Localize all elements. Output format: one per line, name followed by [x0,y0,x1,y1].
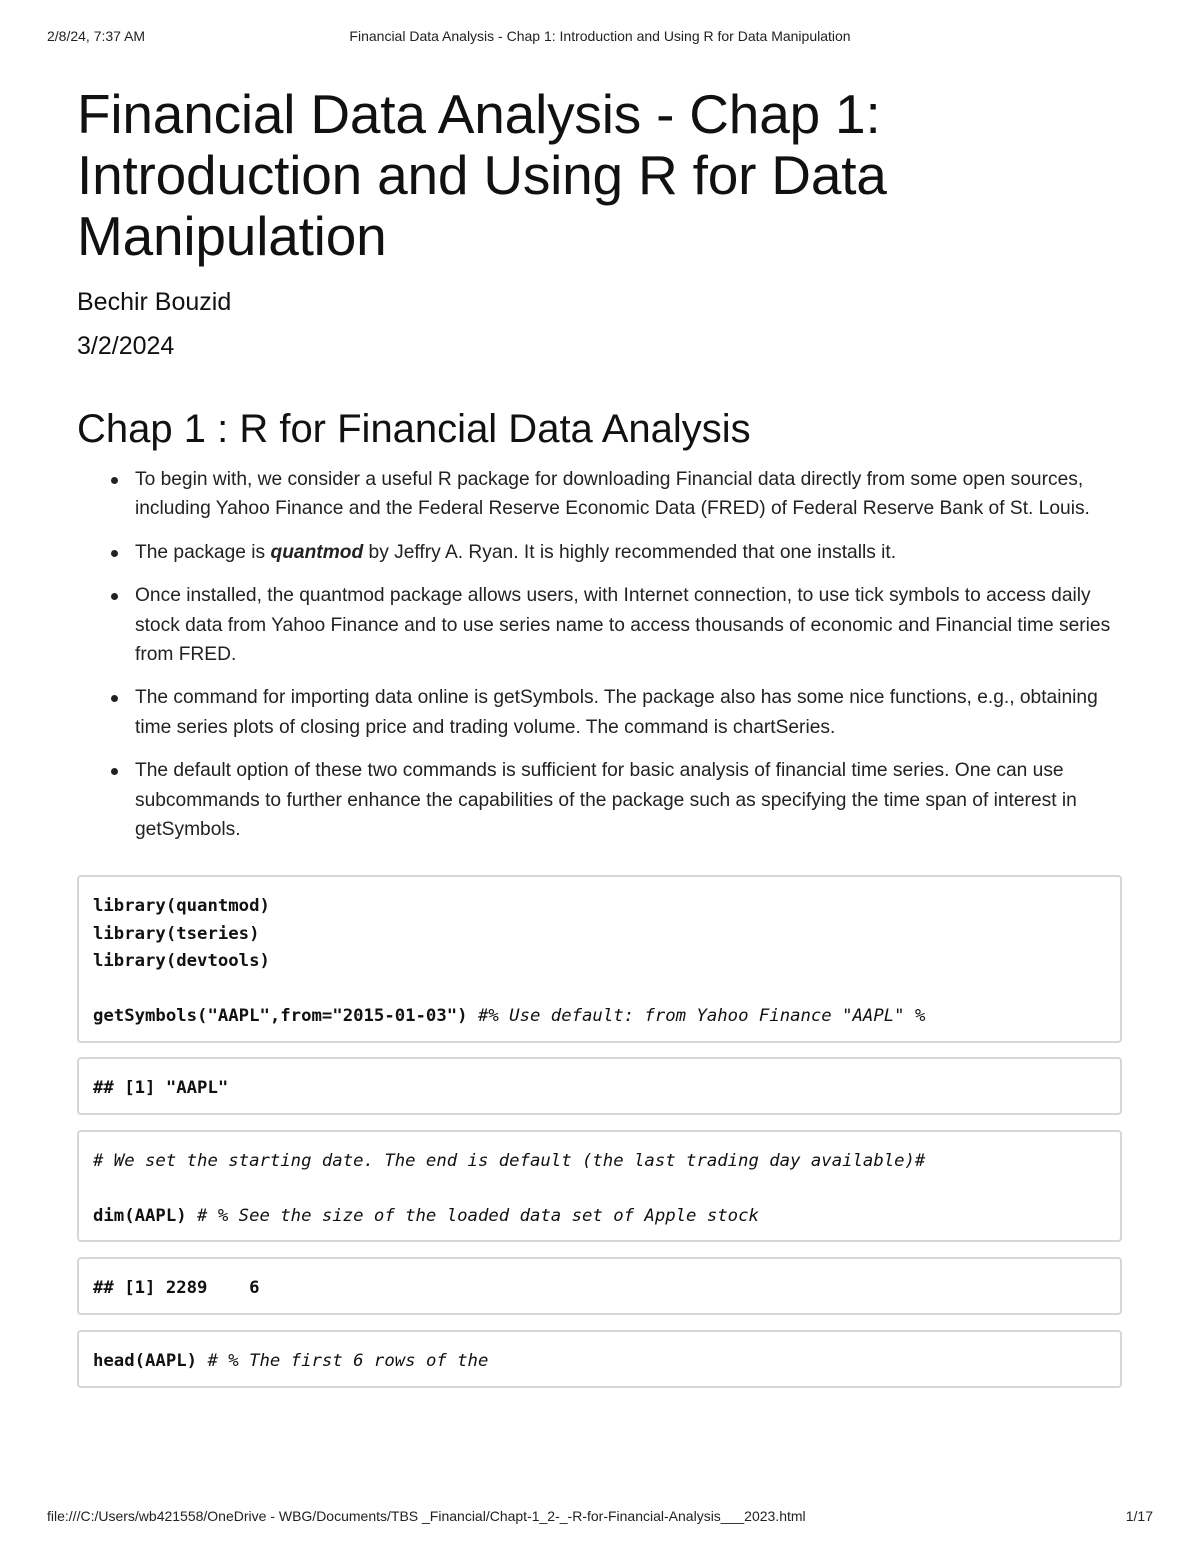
print-footer [47,1508,1153,1528]
bullet-list [77,465,1122,844]
bullet-item [77,465,1122,524]
code-block-libraries[interactable] [77,875,1122,1043]
code-block-dim[interactable] [77,1130,1122,1242]
code-comment: # % See the size of the loaded data set of Apple stock [186,1206,759,1226]
document-content [77,84,1122,858]
code-statement: getSymbols("AAPL",from="2015-01-03") [93,1006,468,1026]
bullet-dot-icon [111,768,118,775]
code-output-getsymbols[interactable] [77,1057,1122,1115]
code-blank-line [93,976,1106,1004]
bullet-text-after: by Jeffry A. Ryan. It is highly recommended that one installs it. [363,541,897,563]
code-comment: # % The first 6 rows of the [197,1351,489,1371]
code-statement: head(AAPL) [93,1351,198,1371]
bullet-item [77,581,1122,669]
bullet-text-before: The package is [135,541,271,563]
code-comment: # We set the starting date. The end is default (the last trading day available)# [93,1151,926,1171]
document-date: 3/2/2024 [77,332,175,360]
file-path: file:///C:/Users/wb421558/OneDrive - WBG/Documents/TBS _Financial/Chapt-1_2-_-R-for-Financial-Analysis___2023.html [47,1508,806,1524]
bullet-dot-icon [111,550,118,557]
code-block-head[interactable] [77,1330,1122,1388]
code-line [93,1003,1106,1031]
bullet-dot-icon [111,593,118,600]
package-name-emphasis: quantmod [270,541,364,563]
code-output-dim[interactable] [77,1257,1122,1315]
print-page-title: Financial Data Analysis - Chap 1: Introduction and Using R for Data Manipulation [349,28,851,44]
code-line [93,1348,1106,1376]
document-title: Financial Data Analysis - Chap 1: Introduction and Using R for Data Manipulation [77,83,887,267]
bullet-text: The command for importing data online is getSymbols. The package also has some nice functions, e.g., obtaining time series plots of closing price and trading volume. The command is chartSeries. [135,687,1098,738]
print-header [47,28,1153,48]
output-line: ## [1] 2289 6 [93,1278,260,1298]
code-statement: dim(AAPL) [93,1206,187,1226]
bullet-text: To begin with, we consider a useful R package for downloading Financial data directly from some open sources, including Yahoo Finance and the Federal Reserve Economic Data (FRED) of Federal Reserve Bank of St. Louis. [135,469,1090,520]
bullet-text: Once installed, the quantmod package allows users, with Internet connection, to use tick symbols to access daily stock data from Yahoo Finance and to use series name to access thousands of economic and Financial time series from FRED. [135,585,1111,666]
code-line [93,1203,1106,1231]
code-blank-line [93,1176,1106,1204]
section-heading: Chap 1 : R for Financial Data Analysis [77,407,751,451]
bullet-text: The default option of these two commands is sufficient for basic analysis of financial time series. One can use subcommands to further enhance the capabilities of the package such as specifying the time span of interest in getSymbols. [135,760,1077,841]
bullet-dot-icon [111,477,118,484]
bullet-item [77,683,1122,742]
bullet-item [77,538,1122,567]
document-author: Bechir Bouzid [77,288,232,316]
code-line: library(devtools) [93,951,270,971]
code-comment: #% Use default: from Yahoo Finance "AAPL" % [467,1006,926,1026]
print-datetime: 2/8/24, 7:37 AM [47,28,146,44]
code-line: library(quantmod) [93,896,270,916]
page-number: 1/17 [1125,1508,1153,1524]
code-line: library(tseries) [93,923,260,944]
output-line: ## [1] "AAPL" [93,1078,229,1098]
bullet-item [77,756,1122,844]
bullet-dot-icon [111,695,118,702]
